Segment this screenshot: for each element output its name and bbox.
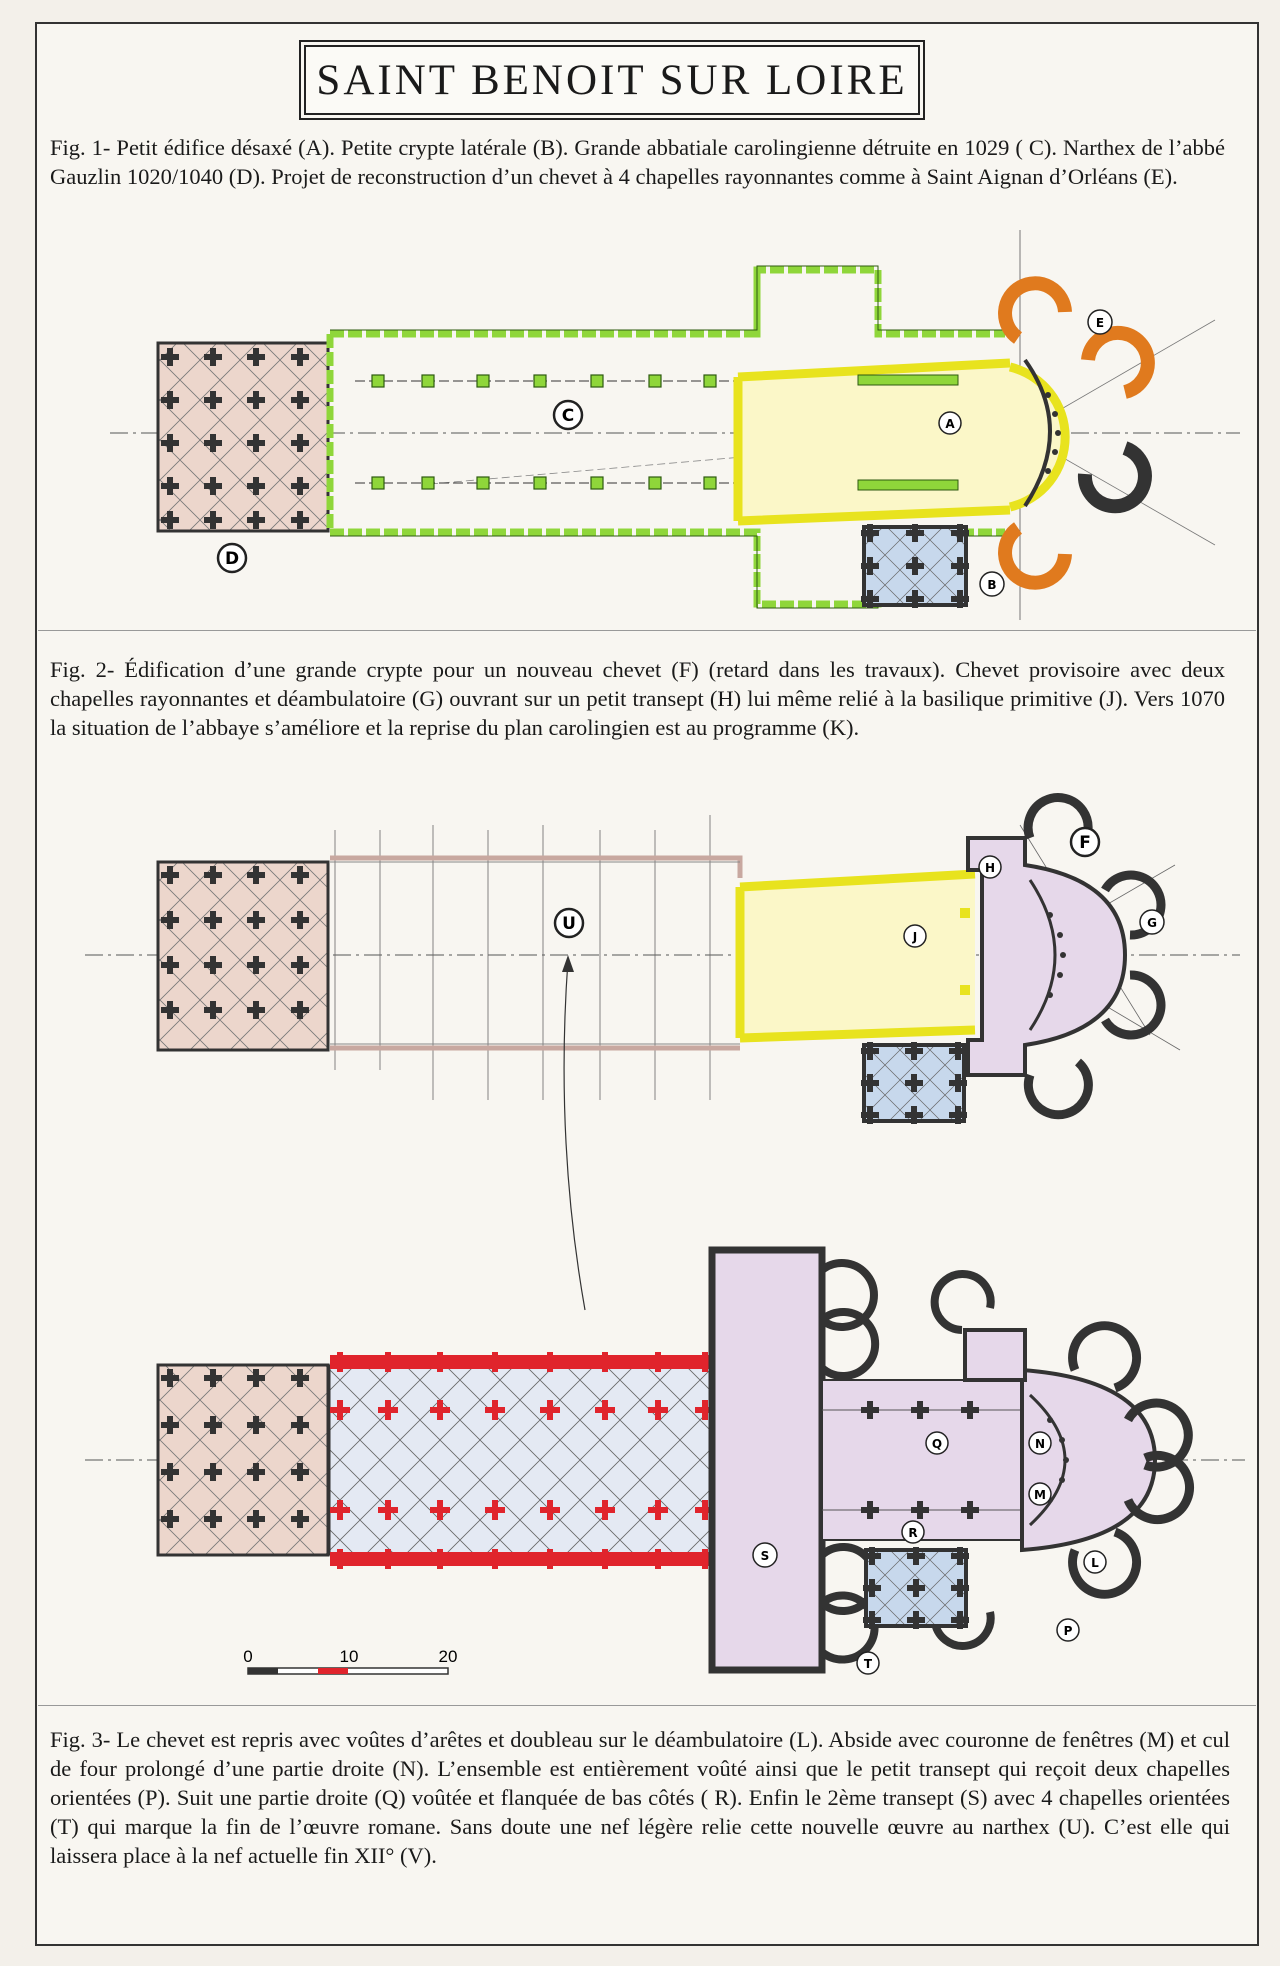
label-l	[1084, 1551, 1106, 1573]
label-j-text: J	[912, 930, 918, 944]
label-c-text: C	[561, 406, 575, 426]
label-p-text: P	[1063, 1624, 1073, 1638]
label-j	[904, 925, 926, 947]
scale-label-20: 20	[438, 1647, 458, 1666]
label-n-text: N	[1034, 1437, 1046, 1451]
small-building-a	[738, 363, 1065, 521]
label-r	[902, 1521, 924, 1543]
label-h-text: H	[984, 861, 996, 875]
lateral-crypt-b	[861, 524, 969, 608]
fig3-crypt	[863, 1547, 969, 1629]
choir-q	[822, 1380, 1022, 1540]
fig3-plan	[85, 1250, 1245, 1674]
label-f-text: F	[1079, 833, 1091, 853]
fig2-narthex	[158, 862, 328, 1050]
label-f	[1071, 828, 1099, 856]
page-title: SAINT BENOIT SUR LOIRE	[316, 56, 908, 104]
label-a-text: A	[945, 417, 955, 431]
fig2-crypt	[861, 1042, 967, 1124]
label-e-text: E	[1095, 316, 1105, 330]
label-b	[980, 572, 1004, 596]
fig1-plan	[110, 230, 1240, 620]
label-q	[926, 1432, 948, 1454]
fig2-plan	[85, 798, 1240, 1310]
label-m-text: M	[1034, 1488, 1046, 1502]
fig3-narthex	[158, 1365, 328, 1555]
fig1-arcade-north	[355, 375, 740, 387]
scale-bar	[243, 1647, 457, 1674]
label-n	[1029, 1432, 1051, 1454]
label-g-text: G	[1147, 916, 1157, 930]
label-d-text: D	[224, 549, 240, 569]
label-u	[555, 909, 583, 937]
label-t	[857, 1652, 879, 1674]
scale-label-10: 10	[339, 1647, 359, 1666]
label-e	[1088, 310, 1112, 334]
label-l-text: L	[1091, 1556, 1099, 1570]
label-q-text: Q	[931, 1437, 943, 1451]
label-p	[1057, 1619, 1079, 1641]
label-s	[753, 1543, 777, 1567]
narthex-d	[158, 343, 328, 531]
label-t-text: T	[863, 1657, 873, 1671]
label-s-text: S	[760, 1549, 770, 1563]
fig3-nave	[330, 1352, 715, 1569]
label-u-text: U	[562, 914, 576, 934]
fig2-caption: Fig. 2- Édification d’une grande crypte pour un nouveau chevet (F) (retard dans les travaux). Chevet provisoire avec deux chapelles rayonnantes et déambulatoire (G) ouvrant sur un petit transept (H) lui même relié à la basilique primitive (J). Vers 1070 la situation de l’abbaye s’améliore et la reprise du plan carolingien est au programme (K).	[50, 657, 1225, 740]
fig1-arcade-south	[355, 477, 740, 489]
label-h	[979, 856, 1001, 878]
basilica-j	[740, 874, 975, 1038]
label-b-text: B	[987, 578, 997, 592]
label-m	[1029, 1483, 1051, 1505]
fig3-caption-text: Fig. 3- Le chevet est repris avec voûtes d’arêtes et doubleau sur le déambulatoire (L). Abside avec couronne de fenêtres (M) et cul de four prolongé d’une partie droite (N). L’ensemble est entièrement voûté ainsi que le petit transept qui reçoit deux chapelles orientées (P). Suit une partie droite (Q) voûtée et flanquée de bas côtés ( R). Enfin le 2ème transept (S) avec 4 chapelles orientées (T) qui marque la fin de l’œuvre romane. Sans doute une nef légère relie cette nouvelle œuvre au narthex (U). C’est elle qui laissera place à la nef actuelle fin XII° (V).	[50, 1727, 1230, 1868]
fig1-caption: Fig. 1- Petit édifice désaxé (A). Petite crypte latérale (B). Grande abbatiale carolingienne détruite en 1029 ( C). Narthex de l’abbé Gauzlin 1020/1040 (D). Projet de reconstruction d’un chevet à 4 chapelles rayonnantes comme à Saint Aignan d’Orléans (E).	[50, 135, 1225, 189]
label-r-text: R	[908, 1526, 918, 1540]
label-g	[1140, 910, 1164, 934]
scale-label-0: 0	[243, 1647, 253, 1666]
label-c	[554, 401, 582, 429]
label-a	[939, 412, 961, 434]
label-d	[218, 544, 246, 572]
